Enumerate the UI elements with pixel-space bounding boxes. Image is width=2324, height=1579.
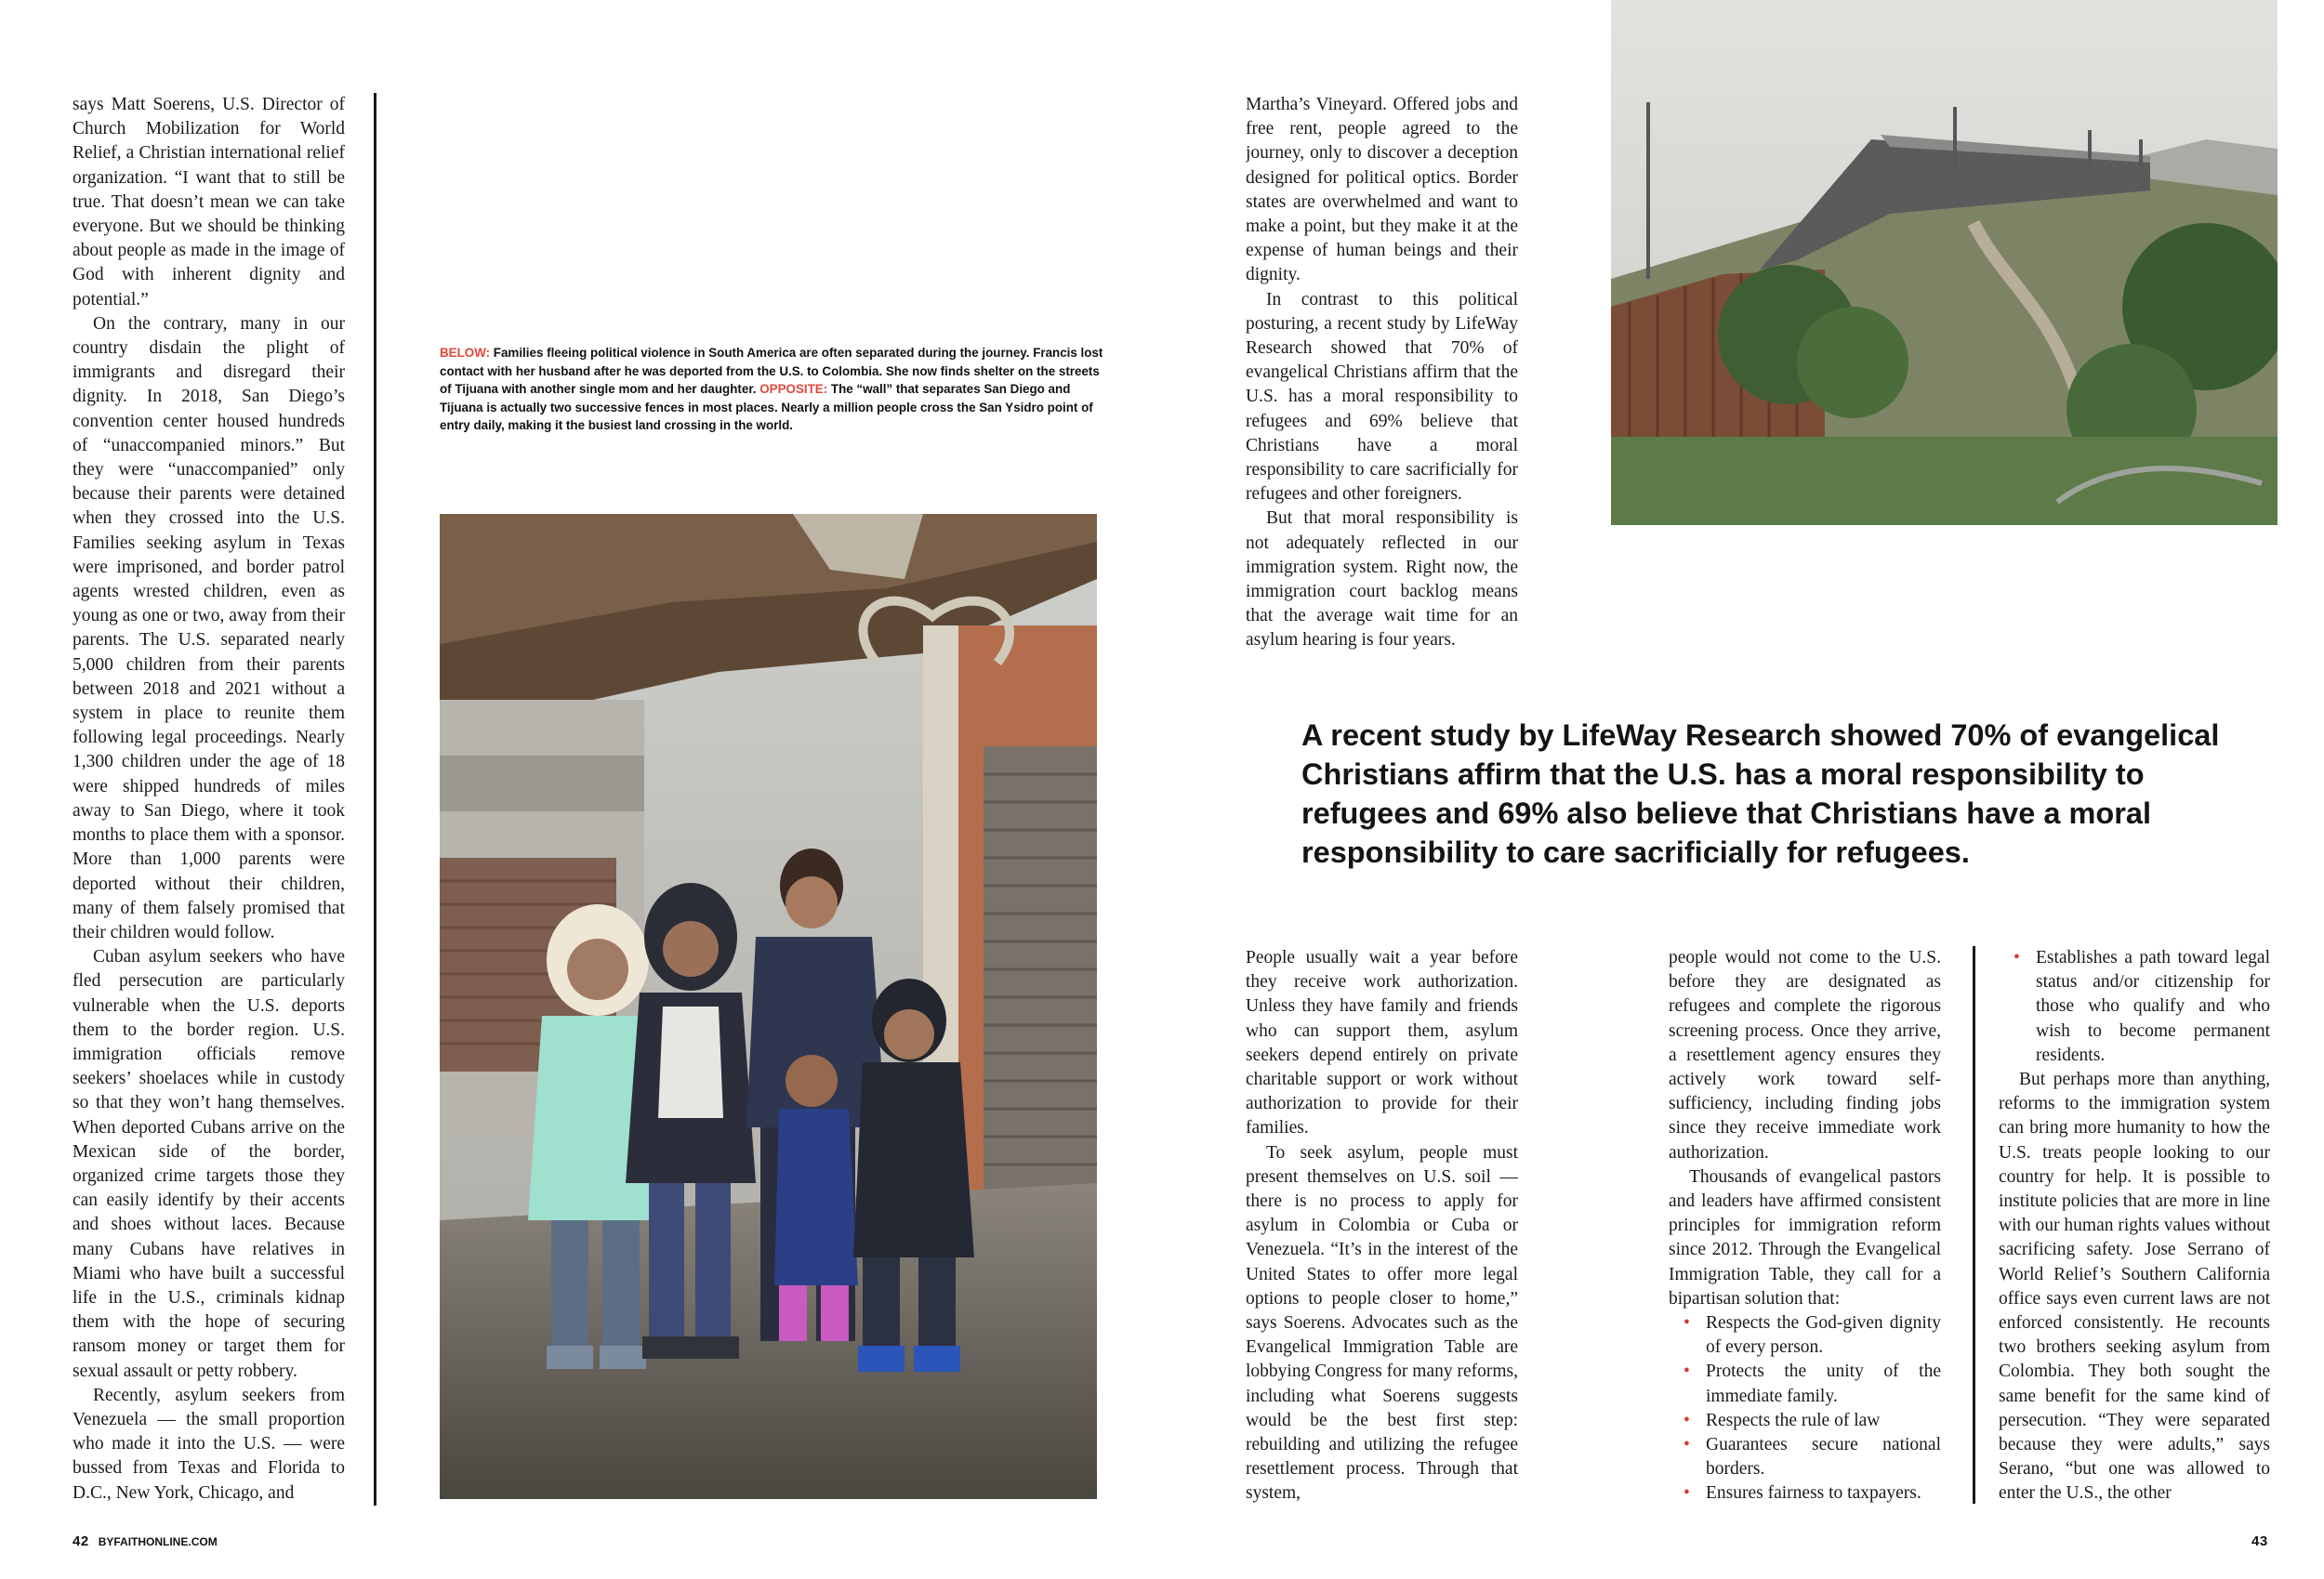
column-divider bbox=[1973, 946, 1975, 1504]
pull-quote: A recent study by LifeWay Research showed 70% of evangelical Christians affirm that the U.S. has a moral responsibility to refugees and 69% also believe that Christians have a moral responsibility to care sacrificially for refugees. bbox=[1301, 718, 2220, 869]
list-item: • Respects the rule of law bbox=[1669, 1409, 1941, 1433]
caption-opposite-text: The “wall” that separates San Diego and Tijuana is actually two successive fences in most places. Nearly a million people cross the San Ysidro point of entry daily, making it the busiest land crossing in the world. bbox=[440, 382, 1093, 432]
paragraph: To seek asylum, people must present themselves on U.S. soil — there is no process to apply for asylum in Colombia or Cuba or Venezuela. “It’s in the interest of the United States to offer more legal options to people closer to home,” says Soerens. Advocates such as the Evangelical Immigration Table are lobbying Congress for many reforms, including what Soerens suggests would be the best first step: rebuilding and utilizing the refugee resettlement process. Through that system, bbox=[1246, 1142, 1518, 1504]
article-column-6 bbox=[1999, 946, 2270, 1504]
site-url: BYFAITHONLINE.COM bbox=[98, 1535, 218, 1548]
paragraph: people would not come to the U.S. before they are designated as refugees and complete the rigorous screening process. Once they arrive, a resettlement agency ensures they actively work toward self-sufficiency, including finding jobs since they receive immediate work authorization. bbox=[1669, 948, 1941, 1163]
article-column-4 bbox=[1246, 946, 1518, 1504]
article-column-5 bbox=[1669, 946, 1941, 1504]
paragraph: Cuban asylum seekers who have fled persecution are particularly vulnerable when the U.S. deports them to the border region. U.S. immigration officials remove seekers’ shoelaces while in custody so that they won’t hang themselves. When deported Cubans arrive on the Mexican side of the border, organized crime targets those they can easily identify by their accents and shoes without laces. Because many Cubans have relatives in Miami who have built a successful life in the U.S., criminals kidnap them with the hope of securing ransom money or target them for sexual assault or petty robbery. bbox=[73, 947, 345, 1381]
list-item: • Respects the God-given dignity of every person. bbox=[1669, 1311, 1941, 1360]
paragraph: People usually wait a year before they receive work authorization. Unless they have family and friends who can support them, asylum seekers depend entirely on private charitable support or work without authorization to provide for their families. bbox=[1246, 948, 1518, 1138]
paragraph: says Matt Soerens, U.S. Director of Church Mobilization for World Relief, a Christian international relief organization. “I want that to still be true. That doesn’t mean we can take everyone. But we should be thinking about people as made in the image of God with inherent dignity and potential.” bbox=[73, 95, 345, 309]
paragraph: On the contrary, many in our country disdain the plight of immigrants and disregard their dignity. In 2018, San Diego’s convention center housed hundreds of “unaccompanied minors.” But they were “unaccompanied” only because their parents were detained when they crossed into the U.S. Families seeking asylum in Texas were imprisoned, and border patrol agents wrested children, even as young as one or two, away from their parents. The U.S. separated nearly 5,000 children from their parents between 2018 and 2021 without a system in place to reunite them following legal proceedings. Nearly 1,300 children under the age of 18 were shipped hundreds of miles away to San Diego, where it took months to place them with a sponsor. More than 1,000 parents were deported without their children, many of them falsely promised that their children would follow. bbox=[73, 313, 345, 942]
column-divider bbox=[374, 93, 376, 1506]
caption-opposite-label: OPPOSITE: bbox=[759, 382, 828, 396]
principles-list bbox=[1669, 1311, 1941, 1504]
paragraph: Martha’s Vineyard. Offered jobs and free rent, people agreed to the journey, only to discover a deception designed for political optics. Border states are overwhelmed and want to make a point, but they make it at the expense of human beings and their dignity. bbox=[1246, 95, 1518, 285]
caption-below-text: Families fleeing political violence in South America are often separated during the journey. Francis lost contact with her husband after he was deported from the U.S. to Colombia. She now finds shelter on the streets of Tijuana with another single mom and her daughter. bbox=[440, 346, 1103, 396]
list-item: • Protects the unity of the immediate family. bbox=[1669, 1360, 1941, 1408]
page-number-right: 43 bbox=[2251, 1533, 2268, 1549]
paragraph: But perhaps more than anything, reforms to the immigration system can bring more humanity to how the U.S. treats people looking to our country for help. It is possible to institute policies that are more in line with our human rights values without sacrificing safety. Jose Serrano of World Relief’s Southern California office says even current laws are not enforced consistently. He recounts two brothers seeking asylum from Colombia. They both sought the same benefit for the same kind of persecution. “They were separated because they were adults,” says Serano, “but one was allowed to enter the U.S., the other bbox=[1999, 1070, 2270, 1504]
paragraph: In contrast to this political posturing, a recent study by LifeWay Research showed that 70% of evangelical Christians affirm that the U.S. has a moral responsibility to refugees and 69% believe that Christians have a moral responsibility to care sacrificially for refugees and other foreigners. bbox=[1246, 289, 1518, 505]
paragraph: Recently, asylum seekers from Venezuela — the small proportion who made it into the U.S. — were bussed from Texas and Florida to D.C., New York, Chicago, and bbox=[73, 1385, 345, 1501]
right-folio bbox=[2251, 1533, 2268, 1549]
paragraph: Thousands of evangelical pastors and leaders have affirmed consistent principles for immigration reform since 2012. Through the Evangelical Immigration Table, they call for a bipartisan solution that: bbox=[1669, 1166, 1941, 1309]
list-item: • Establishes a path toward legal status and/or citizenship for those who qualify and who wish to become permanent residents. bbox=[1999, 946, 2270, 1068]
paragraph: But that moral responsibility is not adequately reflected in our immigration system. Right now, the immigration court backlog means that the average wait time for an asylum hearing is four years. bbox=[1246, 508, 1518, 651]
list-item: • Guarantees secure national borders. bbox=[1669, 1433, 1941, 1481]
principles-list-continued bbox=[1999, 946, 2270, 1068]
caption-below-label: BELOW: bbox=[440, 346, 491, 360]
left-folio bbox=[73, 1533, 218, 1549]
family-photo bbox=[440, 514, 1097, 1499]
border-wall-photo bbox=[1611, 0, 2278, 525]
list-item: • Ensures fairness to taxpayers. bbox=[1669, 1481, 1941, 1504]
article-column-1 bbox=[73, 93, 345, 1501]
photo-caption bbox=[440, 344, 1109, 435]
article-column-3 bbox=[1246, 93, 1518, 651]
page-number-left: 42 bbox=[73, 1533, 89, 1549]
